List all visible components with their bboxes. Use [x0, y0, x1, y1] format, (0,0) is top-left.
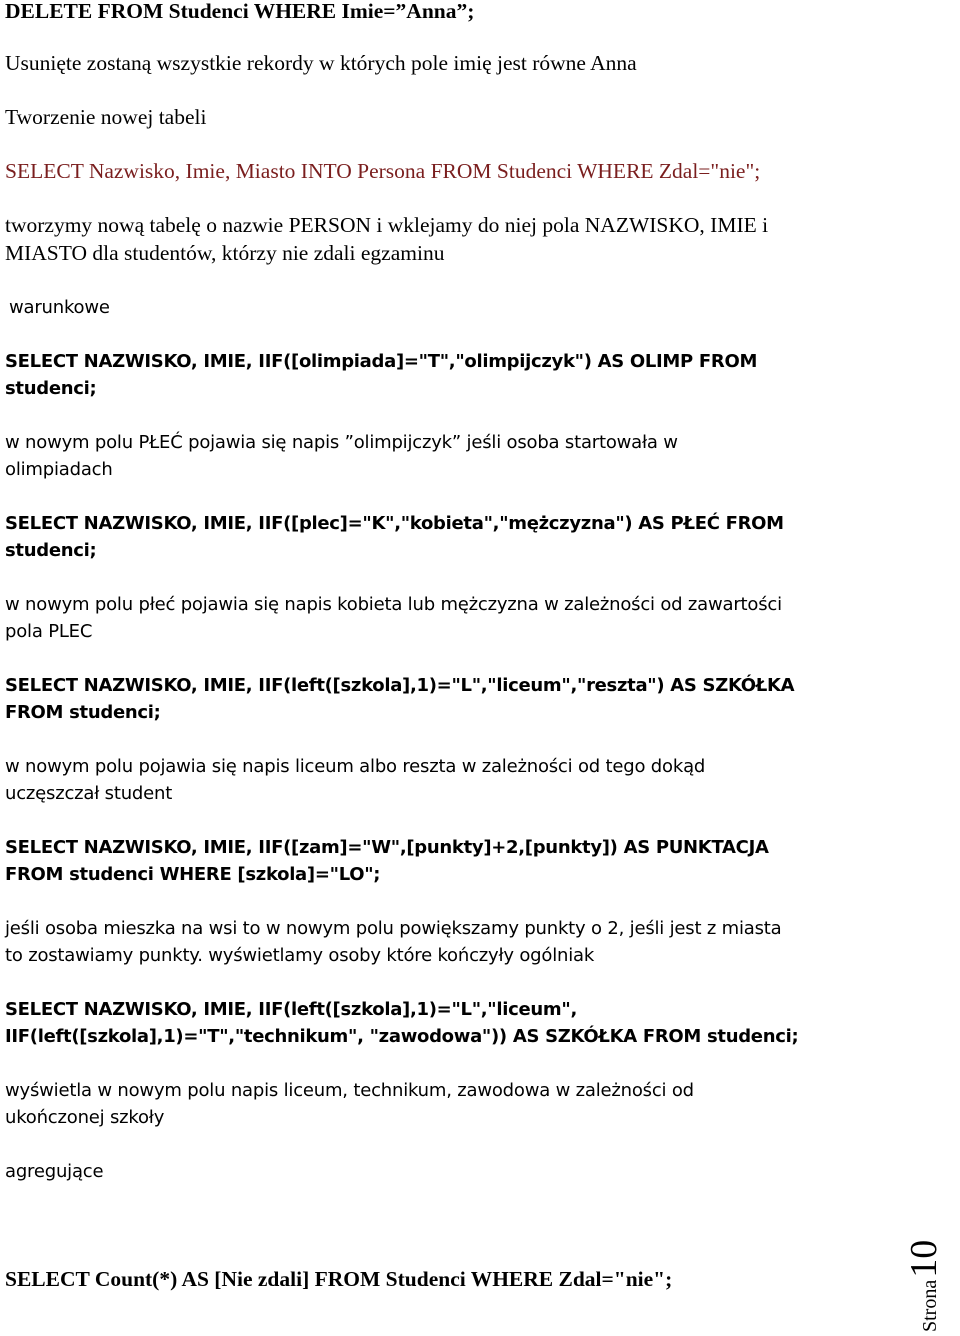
iif-olimp-description-line-2: olimpiadach	[5, 459, 113, 480]
iif-szkolka-description-line-2: uczęszczał student	[5, 783, 173, 804]
iif-punktacja-description-line-2: to zostawiamy punkty. wyświetlamy osoby które kończyły ogólniak	[5, 945, 595, 966]
sql-iif-olimp-line-1: SELECT NAZWISKO, IMIE, IIF([olimpiada]="T","olimpijczyk") AS OLIMP FROM	[5, 351, 758, 372]
sql-count-statement: SELECT Count(*) AS [Nie zdali] FROM Studenci WHERE Zdal="nie";	[5, 1267, 673, 1291]
select-into-description-line-1: tworzymy nową tabelę o nazwie PERSON i wklejamy do niej pola NAZWISKO, IMIE i	[5, 213, 769, 237]
nested-iif-description-line-2: ukończonej szkoły	[5, 1107, 165, 1128]
page-label: Strona	[919, 1279, 941, 1332]
iif-punktacja-description-line-1: jeśli osoba mieszka na wsi to w nowym polu powiększamy punkty o 2, jeśli jest z miasta	[5, 918, 782, 939]
sql-iif-punktacja-line-2: FROM studenci WHERE [szkola]="LO";	[5, 864, 381, 885]
nested-iif-description-line-1: wyświetla w nowym polu napis liceum, technikum, zawodowa w zależności od	[5, 1080, 694, 1101]
sql-iif-punktacja-line-1: SELECT NAZWISKO, IMIE, IIF([zam]="W",[punkty]+2,[punkty]) AS PUNKTACJA	[5, 837, 769, 858]
page-number: 10	[903, 1239, 945, 1278]
sql-iif-olimp-line-2: studenci;	[5, 378, 97, 399]
sql-iif-szkolka-line-1: SELECT NAZWISKO, IMIE, IIF(left([szkola],1)="L","liceum","reszta") AS SZKÓŁKA	[5, 675, 795, 696]
sql-iif-szkolka-line-2: FROM studenci;	[5, 702, 161, 723]
sql-nested-iif-line-1: SELECT NAZWISKO, IMIE, IIF(left([szkola],1)="L","liceum",	[5, 999, 577, 1020]
select-into-description-line-2: MIASTO dla studentów, którzy nie zdali egzaminu	[5, 241, 445, 265]
iif-plec-description-line-1: w nowym polu płeć pojawia się napis kobieta lub mężczyzna w zależności od zawartości	[5, 594, 782, 615]
page-number-rotated	[902, 1222, 958, 1332]
sql-iif-plec-line-1: SELECT NAZWISKO, IMIE, IIF([plec]="K","kobieta","mężczyzna") AS PŁEĆ FROM	[5, 513, 784, 534]
sql-delete-statement: DELETE FROM Studenci WHERE Imie=”Anna”;	[5, 0, 475, 23]
sql-nested-iif-line-2: IIF(left([szkola],1)="T","technikum", "zawodowa")) AS SZKÓŁKA FROM studenci;	[5, 1026, 799, 1047]
section-heading-conditional: warunkowe	[9, 297, 110, 318]
page-number-footer	[898, 1222, 958, 1332]
iif-plec-description-line-2: pola PLEC	[5, 621, 93, 642]
section-heading-create-table: Tworzenie nowej tabeli	[5, 105, 207, 129]
delete-description: Usunięte zostaną wszystkie rekordy w których pole imię jest równe Anna	[5, 51, 637, 75]
sql-iif-plec-line-2: studenci;	[5, 540, 97, 561]
iif-szkolka-description-line-1: w nowym polu pojawia się napis liceum albo reszta w zależności od tego dokąd	[5, 756, 706, 777]
sql-select-into-statement: SELECT Nazwisko, Imie, Miasto INTO Persona FROM Studenci WHERE Zdal="nie";	[5, 159, 761, 183]
iif-olimp-description-line-1: w nowym polu PŁEĆ pojawia się napis ”olimpijczyk” jeśli osoba startowała w	[5, 432, 678, 453]
section-heading-aggregate: agregujące	[5, 1161, 104, 1182]
